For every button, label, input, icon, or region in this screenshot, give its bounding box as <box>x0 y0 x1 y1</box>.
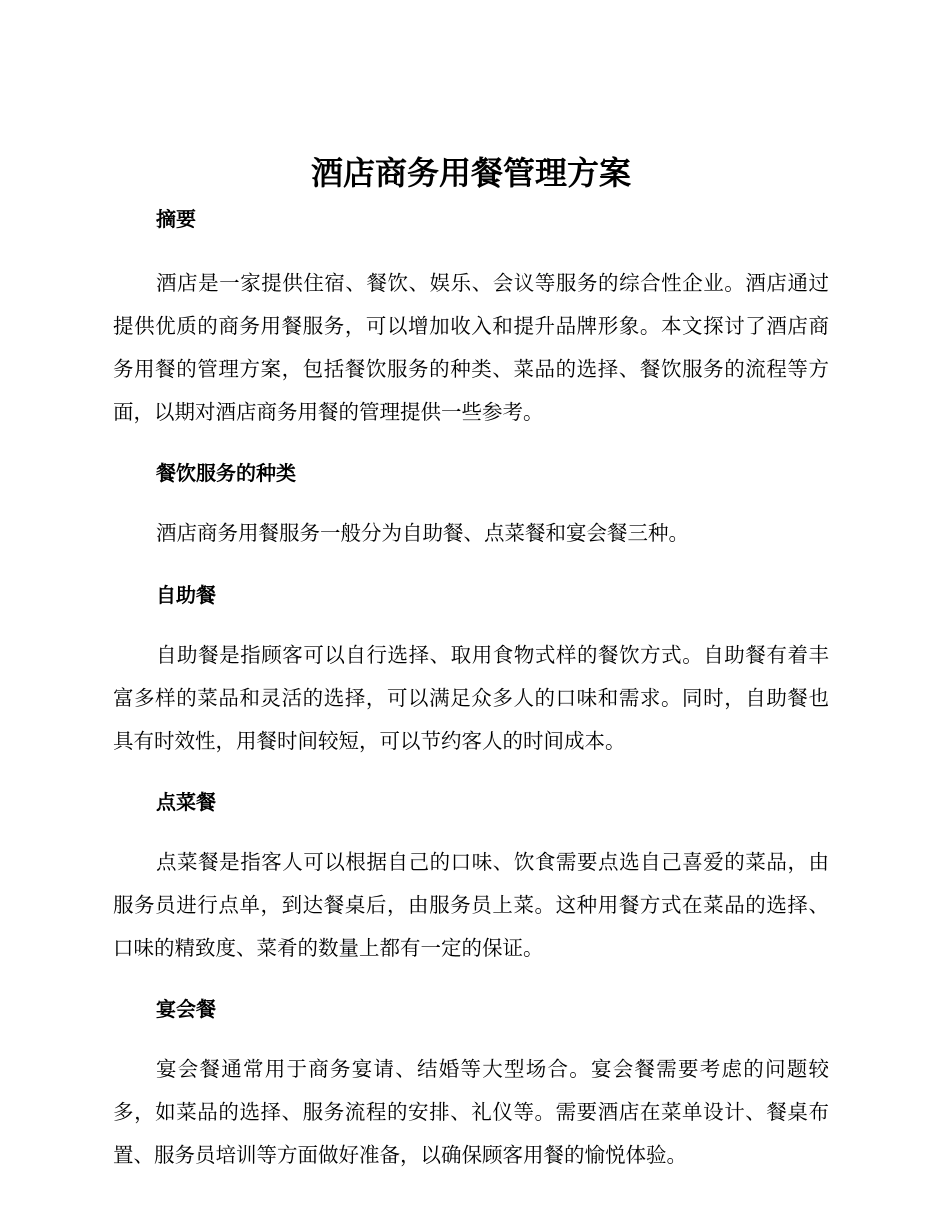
section-paragraph-buffet: 自助餐是指顾客可以自行选择、取用食物式样的餐饮方式。自助餐有着丰富多样的菜品和灵活的选择，可以满足众多人的口味和需求。同时，自助餐也具有时效性，用餐时间较短，可以节约客人的时间成本。 <box>113 643 829 753</box>
section-heading-a-la-carte: 点菜餐 <box>156 790 216 814</box>
section-abstract <box>113 204 829 434</box>
document-body <box>113 150 829 1177</box>
section-paragraph-service-types: 酒店商务用餐服务一般分为自助餐、点菜餐和宴会餐三种。 <box>156 521 689 545</box>
section-paragraph-a-la-carte: 点菜餐是指客人可以根据自己的口味、饮食需要点选自己喜爱的菜品，由服务员进行点单，到达餐桌后，由服务员上菜。这种用餐方式在菜品的选择、口味的精致度、菜肴的数量上都有一定的保证。 <box>113 850 829 960</box>
section-service-types <box>113 458 829 555</box>
section-heading-buffet: 自助餐 <box>156 583 216 607</box>
section-paragraph-banquet: 宴会餐通常用于商务宴请、结婚等大型场合。宴会餐需要考虑的问题较多，如菜品的选择、服务流程的安排、礼仪等。需要酒店在菜单设计、餐桌布置、服务员培训等方面做好准备，以确保顾客用餐的愉悦体验。 <box>113 1057 829 1167</box>
section-heading-service-types: 餐饮服务的种类 <box>156 461 296 485</box>
section-heading-abstract: 摘要 <box>156 207 196 231</box>
section-a-la-carte <box>113 787 829 970</box>
section-banquet <box>113 994 829 1177</box>
section-heading-banquet: 宴会餐 <box>156 997 216 1021</box>
section-buffet <box>113 580 829 763</box>
section-paragraph-abstract: 酒店是一家提供住宿、餐饮、娱乐、会议等服务的综合性企业。酒店通过提供优质的商务用餐服务，可以增加收入和提升品牌形象。本文探讨了酒店商务用餐的管理方案，包括餐饮服务的种类、菜品的选择、餐饮服务的流程等方面，以期对酒店商务用餐的管理提供一些参考。 <box>113 271 829 424</box>
document-title: 酒店商务用餐管理方案 <box>310 154 631 192</box>
